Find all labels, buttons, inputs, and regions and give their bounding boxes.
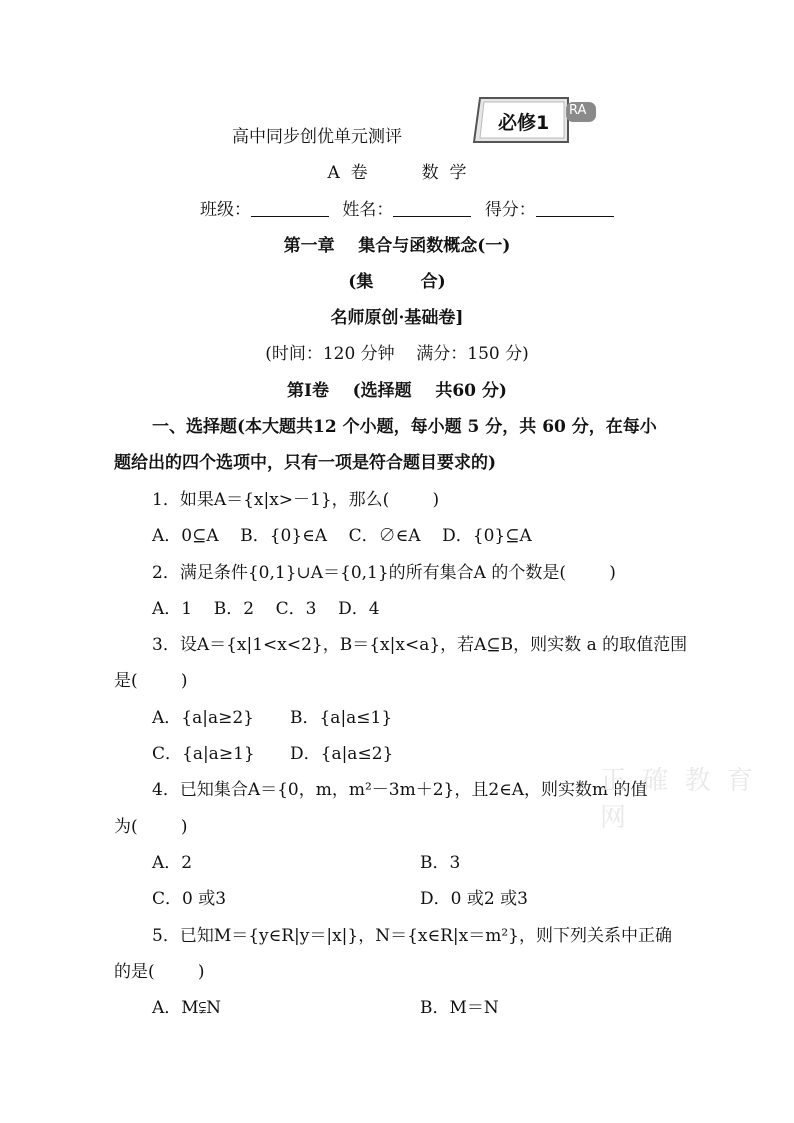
question-1-stem: 1．如果A＝{x|x>－1}，那么( ) bbox=[152, 490, 440, 510]
question-3-option-c: C．{a|a≥1} bbox=[152, 744, 255, 764]
question-1-options: A．0⊆A B．{0}∈A C．∅∈A D．{0}⊆A bbox=[152, 526, 532, 546]
paper-type: 名师原创·基础卷] bbox=[330, 308, 464, 328]
question-5-stem-line1: 5．已知M＝{y∈R|y＝|x|}，N＝{x∈R|x＝m²}，则下列关系中正确 bbox=[152, 926, 672, 946]
question-3-stem-line1: 3．设A＝{x|1<x<2}，B＝{x|x<a}，若A⊆B，则实数 a 的取值范围 bbox=[152, 635, 688, 655]
question-3-option-d: D．{a|a≤2} bbox=[290, 744, 394, 764]
question-4-option-d: D．0 或2 或3 bbox=[420, 889, 528, 909]
question-5-stem-line2: 的是( ) bbox=[114, 962, 205, 982]
question-2-options: A．1 B．2 C．3 D．4 bbox=[152, 599, 380, 619]
score-label: 得分： bbox=[484, 200, 536, 220]
student-info-fields bbox=[200, 199, 622, 221]
question-4-option-b: B．3 bbox=[420, 853, 461, 873]
class-blank[interactable] bbox=[251, 200, 329, 217]
time-score: (时间：120 分钟 满分：150 分) bbox=[265, 344, 529, 364]
question-2-stem: 2．满足条件{0,1}∪A＝{0,1}的所有集合A 的个数是( ) bbox=[152, 563, 616, 583]
question-5-option-a: A．M⫋N bbox=[152, 998, 222, 1018]
question-3-stem-line2: 是( ) bbox=[114, 671, 188, 691]
question-4-option-a: A．2 bbox=[152, 853, 193, 873]
score-blank[interactable] bbox=[536, 200, 614, 217]
section-heading-line1: 一、选择题(本大题共12 个小题，每小题 5 分，共 60 分，在每小 bbox=[152, 417, 657, 437]
name-label: 姓名： bbox=[342, 200, 394, 220]
class-label: 班级： bbox=[200, 200, 251, 220]
watermark: 正 確 教 育 网 bbox=[600, 766, 757, 833]
name-blank[interactable] bbox=[393, 200, 471, 217]
question-4-stem-line1: 4．已知集合A＝{0，m，m²－3m＋2}，且2∈A，则实数m 的值 bbox=[152, 780, 648, 800]
section-heading-line2: 题给出的四个选项中，只有一项是符合题目要求的) bbox=[114, 453, 497, 473]
textbook-badge bbox=[472, 96, 600, 146]
badge-label: 必修1 bbox=[498, 112, 550, 134]
series-title: 高中同步创优单元测评 bbox=[232, 127, 402, 147]
question-4-stem-line2: 为( ) bbox=[114, 817, 188, 837]
question-3-option-b: B．{a|a≤1} bbox=[290, 708, 393, 728]
chapter-title: 第一章 集合与函数概念(一) bbox=[283, 236, 511, 256]
question-3-option-a: A．{a|a≥2} bbox=[152, 708, 254, 728]
section-title: (集 合) bbox=[348, 272, 446, 292]
badge-tag: RA bbox=[569, 103, 587, 118]
question-4-option-c: C．0 或3 bbox=[152, 889, 227, 909]
volume-subject: A 卷 数 学 bbox=[327, 163, 467, 183]
question-5-option-b: B．M＝N bbox=[420, 998, 499, 1018]
part-title: 第Ⅰ卷 (选择题 共60 分) bbox=[287, 381, 507, 401]
